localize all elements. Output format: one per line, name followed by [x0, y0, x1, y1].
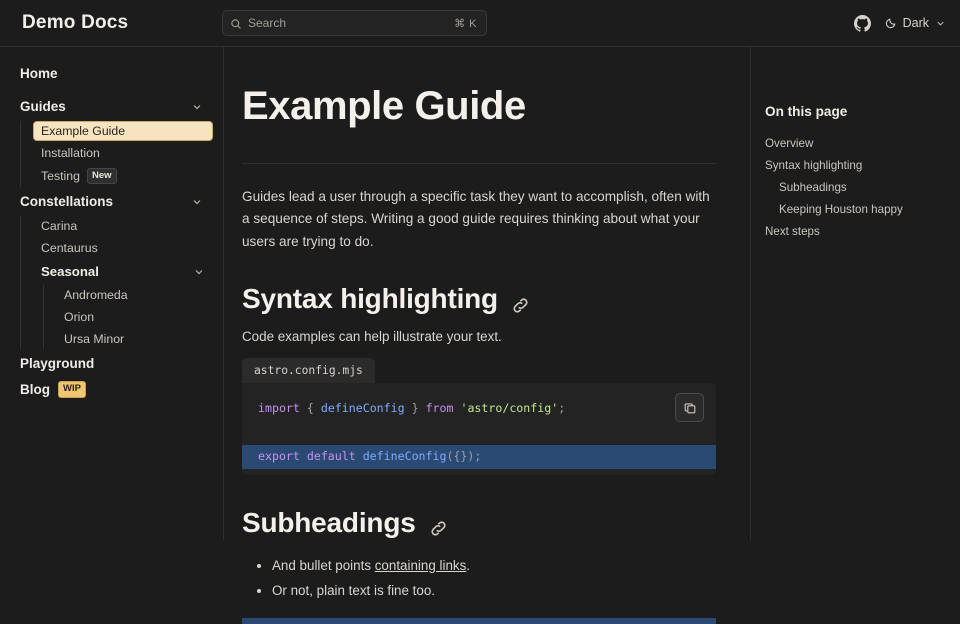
highlight-bar	[242, 618, 716, 624]
sidebar-group-seasonal-items	[43, 285, 213, 349]
link-icon[interactable]	[511, 290, 530, 309]
toc-item-syntax-highlighting[interactable]: Syntax highlighting	[765, 158, 863, 172]
sidebar-item-label: Playground	[20, 356, 95, 372]
sidebar-item-label: Ursa Minor	[64, 332, 125, 347]
code-line: import { defineConfig } from 'astro/config';	[258, 401, 566, 416]
list-item	[272, 578, 716, 603]
sidebar-item-testing[interactable]	[33, 165, 213, 187]
toc-item-subheadings[interactable]: Subheadings	[779, 180, 847, 194]
sidebar-item-orion[interactable]	[56, 307, 213, 327]
sidebar-item-label: Example Guide	[41, 124, 126, 138]
sidebar	[0, 47, 224, 540]
sidebar-item-centaurus[interactable]	[33, 238, 213, 258]
sidebar-group-constellations-label: Constellations	[20, 194, 114, 210]
chevron-down-icon	[935, 18, 946, 29]
search-input[interactable]	[222, 10, 487, 36]
chevron-down-icon	[193, 266, 205, 278]
search-placeholder: Search	[248, 16, 287, 30]
sidebar-item-playground[interactable]	[10, 351, 213, 376]
search-container	[222, 10, 487, 36]
section-heading-syntax-highlighting	[242, 283, 716, 315]
sidebar-group-guides-header[interactable]	[10, 94, 213, 119]
site-brand[interactable]: Demo Docs	[22, 12, 129, 33]
sidebar-item-andromeda[interactable]	[56, 285, 213, 305]
section-text: Code examples can help illustrate your text.	[242, 329, 502, 345]
copy-code-button[interactable]	[675, 393, 704, 422]
chevron-down-icon	[191, 196, 203, 208]
code-block	[242, 358, 716, 474]
sidebar-group-guides	[10, 94, 213, 187]
site-header	[0, 0, 960, 47]
theme-select[interactable]	[885, 16, 946, 30]
list-item-text: Or not, plain text is fine too.	[272, 583, 436, 599]
sidebar-item-label: Orion	[64, 310, 95, 325]
sidebar-item-label: Andromeda	[64, 288, 128, 303]
article	[242, 83, 716, 624]
sidebar-item-blog[interactable]	[10, 376, 213, 402]
copy-icon	[683, 401, 697, 415]
toc-item-keeping-houston-happy[interactable]: Keeping Houston happy	[779, 202, 903, 216]
search-shortcut: ⌘ K	[454, 17, 477, 30]
table-of-contents	[750, 47, 960, 540]
bullet-list	[242, 553, 716, 604]
code-line-highlighted: export default defineConfig({});	[242, 445, 716, 469]
header-actions	[854, 15, 946, 32]
section-heading-subheadings	[242, 507, 716, 539]
code-line	[242, 421, 716, 445]
sidebar-item-label: Carina	[41, 219, 78, 234]
chevron-down-icon	[191, 101, 203, 113]
sidebar-item-example-guide[interactable]	[33, 121, 213, 141]
toc-title: On this page	[765, 104, 848, 119]
sidebar-group-guides-items	[20, 121, 213, 187]
sidebar-group-constellations-header[interactable]	[10, 189, 213, 214]
code-filename-tab[interactable]: astro.config.mjs	[242, 358, 375, 383]
code-tabs	[242, 358, 716, 383]
list-item-text-tail: .	[466, 557, 471, 573]
page-title: Example Guide	[242, 84, 526, 128]
code-body	[242, 383, 716, 474]
list-item-text: And bullet points	[272, 557, 375, 573]
toc-item-next-steps[interactable]: Next steps	[765, 224, 820, 238]
page-body	[0, 47, 960, 599]
sidebar-group-seasonal-label: Seasonal	[41, 264, 99, 280]
toc-item-overview[interactable]: Overview	[765, 137, 814, 150]
sidebar-item-label: Testing	[41, 169, 80, 184]
intro-paragraph: Guides lead a user through a specific task they want to accomplish, often with a sequence of steps. Writing a good guide requires thinking about what your users are trying to do.	[242, 189, 710, 249]
moon-icon	[885, 17, 897, 29]
sidebar-item-label: Installation	[41, 146, 100, 160]
link-icon[interactable]	[429, 513, 448, 532]
sidebar-item-label: Centaurus	[41, 241, 98, 256]
main-content	[224, 47, 750, 599]
sidebar-item-label: Blog	[20, 382, 50, 398]
sidebar-item-installation[interactable]	[33, 143, 213, 163]
sidebar-group-constellations-items	[20, 216, 213, 349]
status-badge: WIP	[58, 381, 86, 397]
divider	[242, 163, 716, 164]
inline-link[interactable]: containing links	[374, 557, 467, 573]
theme-label: Dark	[902, 16, 929, 30]
sidebar-group-constellations	[10, 189, 213, 349]
sidebar-item-carina[interactable]	[33, 216, 213, 236]
section-heading-text: Subheadings	[242, 506, 416, 538]
sidebar-item-ursa-minor[interactable]	[56, 329, 213, 349]
github-icon[interactable]	[854, 15, 871, 32]
sidebar-item-home[interactable]: Home	[20, 66, 58, 81]
search-icon	[230, 17, 242, 29]
sidebar-group-seasonal-header[interactable]	[33, 260, 213, 283]
sidebar-group-guides-label: Guides	[20, 99, 66, 114]
status-badge: New	[87, 168, 117, 184]
section-heading-text: Syntax highlighting	[242, 283, 498, 315]
list-item	[272, 553, 716, 578]
